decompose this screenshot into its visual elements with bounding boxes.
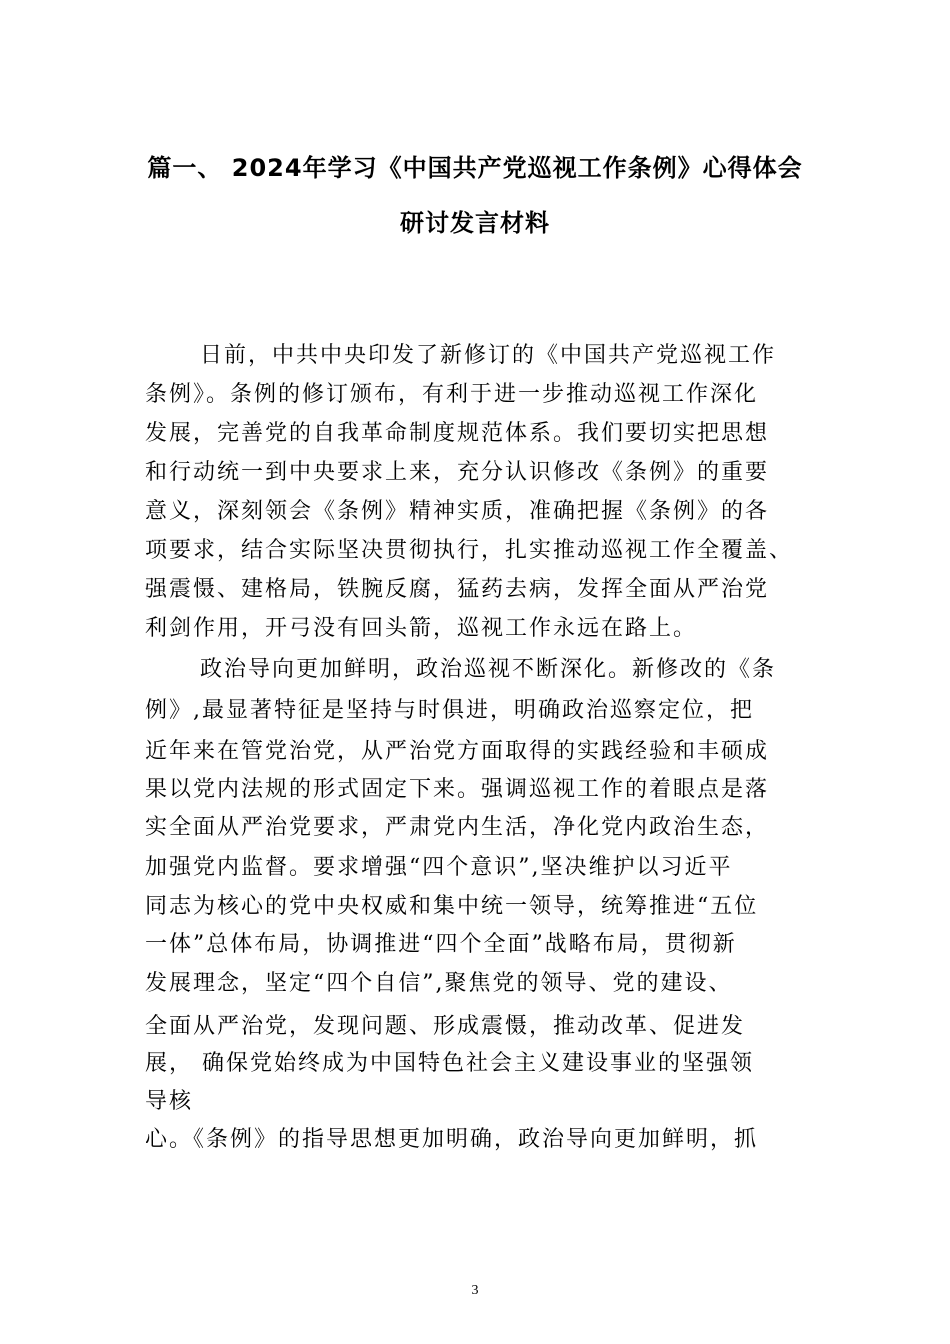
document-title-line-2: 研讨发言材料 xyxy=(400,209,550,237)
paragraph-line: 近年来在管党治党，从严治党方面取得的实践经验和丰硕成 xyxy=(145,739,770,764)
paragraph-line: 发展，完善党的自我革命制度规范体系。我们要切实把思想 xyxy=(145,421,770,446)
paragraph-line: 例》,最显著特征是坚持与时俱进，明确政治巡察定位，把 xyxy=(145,698,754,723)
paragraph-line: 心。《条例》的指导思想更加明确，政治导向更加鲜明，抓 xyxy=(145,1127,759,1152)
paragraph-line: 和行动统一到中央要求上来，充分认识修改《条例》的重要 xyxy=(145,460,770,485)
paragraph-line: 加强党内监督。要求增强“四个意识”,坚决维护以习近平 xyxy=(145,855,733,880)
paragraph-line: 政治导向更加鲜明，政治巡视不断深化。新修改的《条 xyxy=(200,657,777,682)
paragraph-line: 导核 xyxy=(145,1089,194,1114)
paragraph-line: 条例》。条例的修订颁布，有利于进一步推动巡视工作深化 xyxy=(145,382,759,407)
paragraph-line: 展， 确保党始终成为中国特色社会主义建设事业的坚强领 xyxy=(145,1051,754,1076)
paragraph-line: 果以党内法规的形式固定下来。强调巡视工作的着眼点是落 xyxy=(145,777,770,802)
paragraph-line: 意义，深刻领会《条例》精神实质，准确把握《条例》的各 xyxy=(145,499,770,524)
paragraph-line: 全面从严治党，发现问题、形成震慑，推动改革、促进发 xyxy=(145,1014,746,1039)
paragraph-line: 利剑作用，开弓没有回头箭，巡视工作永远在路上。 xyxy=(145,616,698,641)
paragraph-line: 实全面从严治党要求，严肃党内生活，净化党内政治生态， xyxy=(145,815,770,840)
paragraph-line: 日前，中共中央印发了新修订的《中国共产党巡视工作 xyxy=(200,343,777,368)
paragraph-line: 项要求，结合实际坚决贯彻执行，扎实推动巡视工作全覆盖、 xyxy=(145,538,794,563)
page-number: 3 xyxy=(471,1283,479,1298)
paragraph-line: 一体”总体布局，协调推进“四个全面”战略布局，贯彻新 xyxy=(145,932,737,957)
paragraph-line: 发展理念，坚定“四个自信”,聚焦党的领导、党的建设、 xyxy=(145,971,733,996)
paragraph-line: 强震慑、建格局，铁腕反腐，猛药去病，发挥全面从严治党 xyxy=(145,577,770,602)
document-title-line-1: 篇一、 2024年学习《中国共产党巡视工作条例》心得体会 xyxy=(147,154,803,182)
paragraph-line: 同志为核心的党中央权威和集中统一领导，统筹推进“五位 xyxy=(145,894,759,919)
